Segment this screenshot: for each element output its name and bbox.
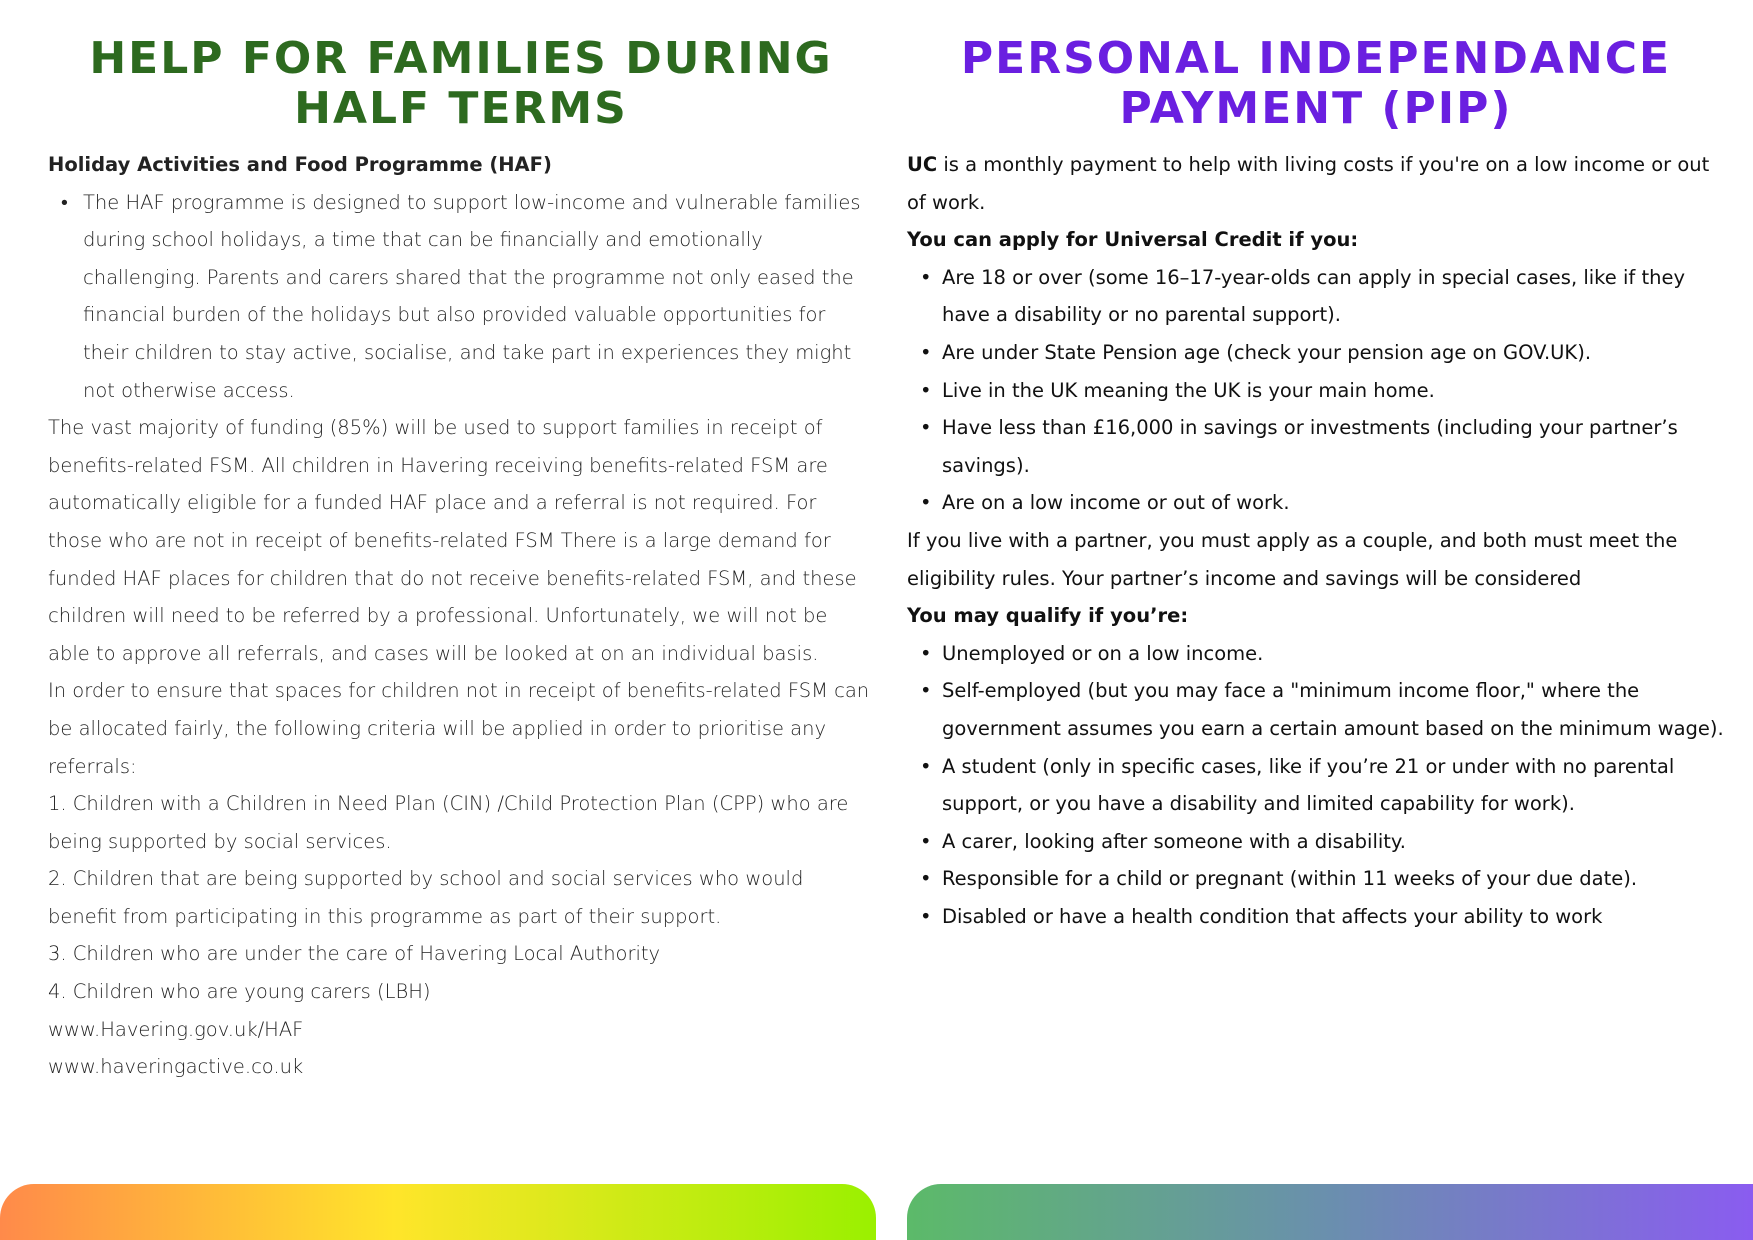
haf-criterion-4: 4. Children who are young carers (LBH) bbox=[48, 980, 431, 1004]
pip-title bbox=[907, 34, 1725, 134]
haf-bullet-list bbox=[48, 184, 874, 410]
haf-bullet-item: • The HAF programme is designed to support low-income and vulnerable families during school holidays, a time that can be financially and emotionally challenging. Parents and carers shared that the programme not only eased the financial burden of the holidays but also provided valuable opportunities for their children to stay active, socialise, and take part in experiences they might not otherwise access. bbox=[83, 184, 874, 410]
haf-heading: Holiday Activities and Food Programme (HAF) bbox=[48, 153, 552, 176]
qualify-item: • Disabled or have a health condition that affects your ability to work bbox=[942, 898, 1725, 936]
haf-body bbox=[48, 146, 874, 1086]
pip-title-line1: PERSONAL INDEPENDANCE bbox=[960, 33, 1672, 84]
apply-heading: You can apply for Universal Credit if you: bbox=[907, 228, 1359, 252]
uc-intro bbox=[907, 146, 1725, 221]
apply-item: • Have less than £16,000 in savings or investments (including your partner’s savings). bbox=[942, 409, 1725, 484]
qualify-list bbox=[907, 635, 1725, 936]
haf-title-line1: HELP FOR FAMILIES DURING bbox=[89, 33, 833, 84]
apply-item: • Are under State Pension age (check your pension age on GOV.UK). bbox=[942, 334, 1725, 372]
apply-item: • Are 18 or over (some 16–17-year-olds can apply in special cases, like if they have a disability or no parental support). bbox=[942, 259, 1725, 334]
haf-criteria-intro: In order to ensure that spaces for children not in receipt of benefits-related FSM can be allocated fairly, the following criteria will be applied in order to prioritise any referrals: bbox=[48, 679, 870, 778]
qualify-heading: You may qualify if you’re: bbox=[907, 604, 1189, 628]
qualify-item: • Unemployed or on a low income. bbox=[942, 635, 1725, 673]
qualify-item: • Self-employed (but you may face a "minimum income floor," where the government assumes you earn a certain amount based on the minimum wage). bbox=[942, 672, 1725, 747]
apply-item: • Live in the UK meaning the UK is your main home. bbox=[942, 372, 1725, 410]
apply-item: • Are on a low income or out of work. bbox=[942, 484, 1725, 522]
haf-criterion-2: 2. Children that are being supported by school and social services who would benefit from participating in this programme as part of their support. bbox=[48, 867, 804, 928]
apply-list bbox=[907, 259, 1725, 522]
partner-paragraph: If you live with a partner, you must apply as a couple, and both must meet the eligibility rules. Your partner’s income and savings will be considered bbox=[907, 528, 1678, 590]
qualify-item: • Responsible for a child or pregnant (within 11 weeks of your due date). bbox=[942, 860, 1725, 898]
qualify-item: • A carer, looking after someone with a disability. bbox=[942, 823, 1725, 861]
haf-funding-paragraph: The vast majority of funding (85%) will be used to support families in receipt of benefits-related FSM. All children in Havering receiving benefits-related FSM are automatically eligible for a funded HAF place and a referral is not required. For those who are not in receipt of benefits-related FSM There is a large demand for funded HAF places for children that do not receive benefits-related FSM, and these children will need to be referred by a professional. Unfortunately, we will not be able to approve all referrals, and cases will be looked at on an individual basis. bbox=[48, 416, 857, 665]
havering-haf-link[interactable]: www.Havering.gov.uk/HAF bbox=[48, 1017, 304, 1041]
pip-body bbox=[907, 146, 1725, 935]
haf-criterion-1: 1. Children with a Children in Need Plan (CIN) /Child Protection Plan (CPP) who are being supported by social services. bbox=[48, 792, 849, 853]
pip-title-line2: PAYMENT (PIP) bbox=[1119, 83, 1513, 134]
haf-title-line2: HALF TERMS bbox=[294, 83, 628, 134]
qualify-item: • A student (only in specific cases, like if you’re 21 or under with no parental support, or you have a disability and limited capability for work). bbox=[942, 748, 1725, 823]
haf-title bbox=[48, 34, 874, 134]
decorative-gradient-bar-left bbox=[0, 1184, 876, 1240]
uc-intro-text: is a monthly payment to help with living costs if you're on a low income or out of work. bbox=[907, 153, 1710, 214]
haf-criterion-3: 3. Children who are under the care of Havering Local Authority bbox=[48, 942, 661, 966]
decorative-gradient-bar-right bbox=[907, 1184, 1753, 1240]
havering-active-link[interactable]: www.haveringactive.co.uk bbox=[48, 1055, 304, 1079]
uc-intro-bold: UC bbox=[907, 153, 938, 176]
